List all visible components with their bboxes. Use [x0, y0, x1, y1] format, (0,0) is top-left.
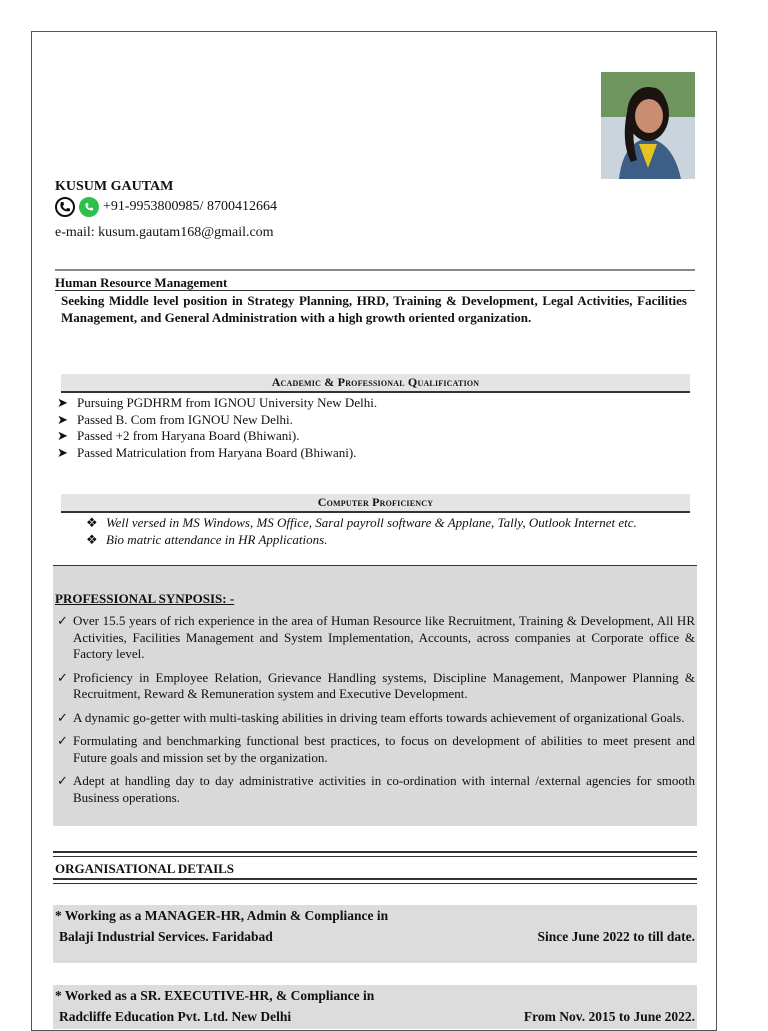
list-item: ✓ Over 15.5 years of rich experience in the area of Human Resource like Recruitment, Training & Development, All HR Activities, Facilities Management and System Implementation, Accounts, across companies at Corporate office & Factory level. — [57, 613, 695, 661]
profile-photo — [601, 72, 695, 179]
divider — [55, 269, 695, 271]
list-item: ➤ Passed Matriculation from Haryana Board (Bhiwani). — [57, 444, 357, 460]
whatsapp-icon — [79, 197, 99, 217]
divider — [53, 878, 697, 884]
list-item: ➤ Passed +2 from Haryana Board (Bhiwani). — [57, 428, 300, 443]
job-entry — [53, 985, 697, 1029]
job-entry — [53, 905, 697, 963]
synopsis-title: PROFESSIONAL SYNPOSIS: - — [55, 591, 235, 606]
email: e-mail: kusum.gautam168@gmail.com — [55, 225, 274, 240]
list-item: ➤ Passed B. Com from IGNOU New Delhi. — [57, 411, 293, 427]
job-role: * Worked as a SR. EXECUTIVE-HR, & Compliance in — [55, 988, 375, 1003]
computer-list — [84, 515, 695, 548]
computer-heading: Computer Proficiency — [61, 494, 690, 513]
list-item: ➤ Pursuing PGDHRM from IGNOU University New Delhi. — [57, 395, 378, 410]
list-item: ✓ A dynamic go-getter with multi-tasking abilities in driving team efforts towards achievement of organizational Goals. — [57, 709, 685, 725]
divider — [53, 851, 697, 857]
synopsis-list — [55, 613, 695, 813]
candidate-name: KUSUM GAUTAM — [55, 179, 174, 194]
job-role: * Working as a MANAGER-HR, Admin & Compliance in — [55, 908, 389, 923]
list-item: ❖ Well versed in MS Windows, MS Office, Saral payroll software & Applane, Tally, Outlook Internet etc. — [86, 515, 637, 530]
job-dates: Since June 2022 to till date. — [537, 929, 695, 944]
divider — [55, 290, 695, 291]
objective-text: Seeking Middle level position in Strategy Planning, HRD, Training & Development, Legal Activities, Facilities Management, and General Administration with a high growth oriented organization. — [61, 293, 687, 325]
objective-title: Human Resource Management — [55, 275, 228, 290]
phone-icon — [55, 197, 75, 217]
phone-number: +91-9953800985/ 8700412664 — [103, 199, 277, 214]
job-company: Balaji Industrial Services. Faridabad — [59, 929, 273, 944]
job-dates: From Nov. 2015 to June 2022. — [523, 1009, 695, 1024]
list-item: ✓ Proficiency in Employee Relation, Grievance Handling systems, Discipline Management, Manpower Planning & Recruitment, Reward & Remuneration system and Executive Development. — [57, 669, 695, 701]
resume-page — [31, 31, 717, 1031]
qualification-heading: Academic & Professional Qualification — [61, 374, 690, 393]
list-item: ✓ Adept at handling day to day administrative activities in co-ordination with internal /external agencies for smooth Business operations. — [57, 773, 695, 805]
list-item: ✓ Formulating and benchmarking functional best practices, to focus on development of abilities to meet present and Future goals and mission set by the organization. — [57, 733, 695, 765]
qualification-list — [55, 395, 695, 461]
list-item: ❖ Bio matric attendance in HR Applications. — [86, 531, 328, 547]
job-company: Radcliffe Education Pvt. Ltd. New Delhi — [59, 1009, 292, 1024]
phone-row — [55, 197, 277, 217]
organisation-title: ORGANISATIONAL DETAILS — [55, 861, 235, 876]
